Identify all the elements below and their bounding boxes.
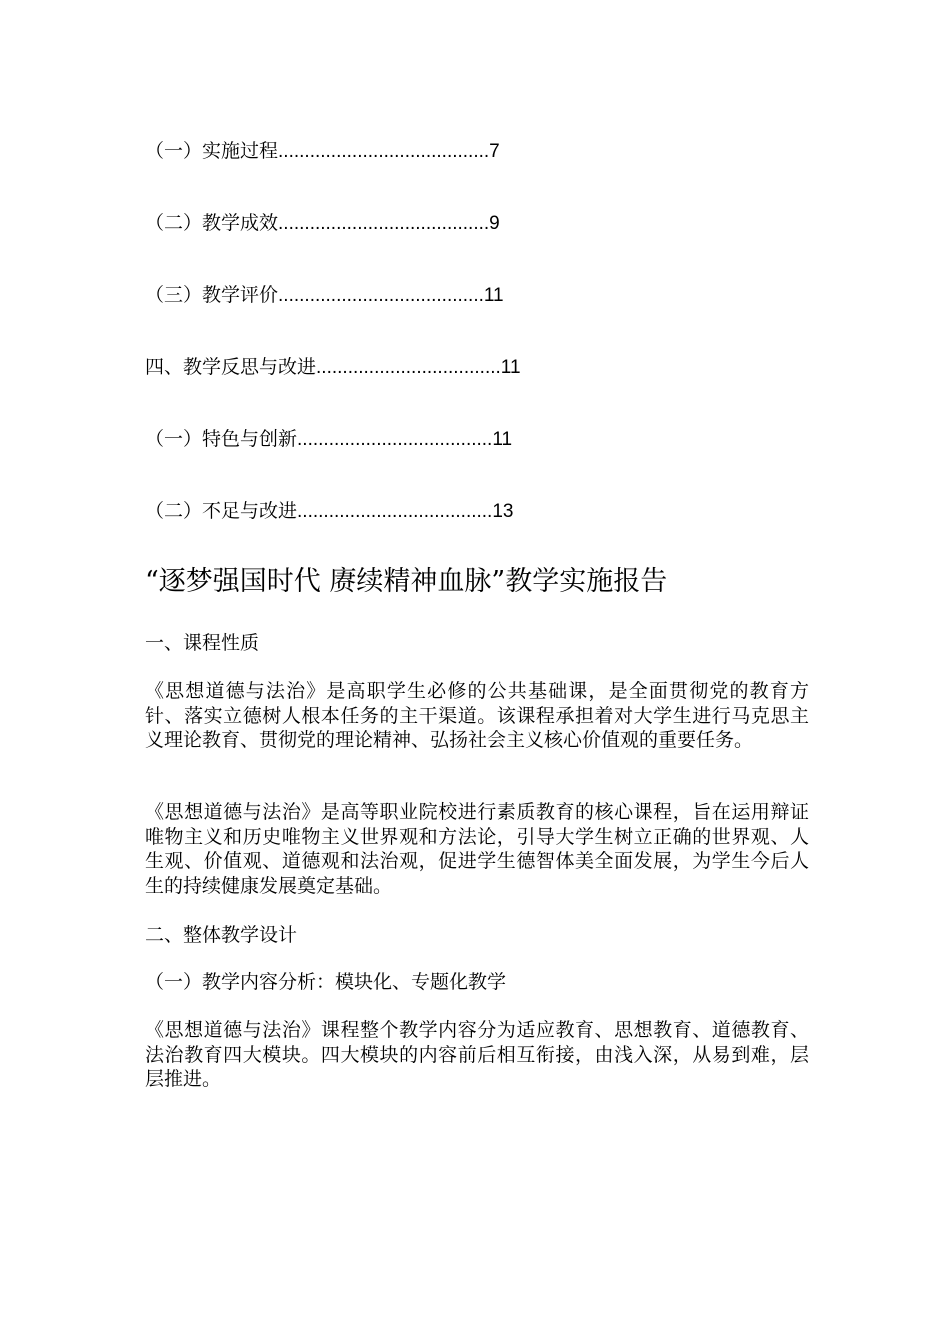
document-title: “逐梦强国时代 赓续精神血脉”教学实施报告 — [145, 566, 668, 597]
toc-leader-dots: ..................................... — [297, 429, 493, 450]
toc-leader-dots: ........................................ — [278, 213, 490, 234]
toc-page-number: 9 — [489, 213, 500, 234]
toc-entry[interactable] — [145, 499, 513, 524]
section-heading: 二、整体教学设计 — [145, 924, 298, 946]
toc-leader-dots: ................................... — [316, 357, 501, 378]
toc-entry-label: 四、教学反思与改进 — [145, 356, 317, 378]
body-paragraph: 《思想道德与法治》是高等职业院校进行素质教育的核心课程，旨在运用辩证唯物主义和历史唯物主义世界观和方法论，引导大学生树立正确的世界观、人生观、价值观、道德观和法治观，促进学生德智体美全面发展，为学生今后人生的持续健康发展奠定基础。 — [145, 801, 809, 897]
toc-entry-label: （二）教学成效 — [145, 212, 279, 234]
toc-entry[interactable] — [145, 355, 521, 380]
toc-entry[interactable] — [145, 427, 512, 452]
toc-entry-label: （三）教学评价 — [145, 284, 279, 306]
toc-leader-dots: ....................................... — [278, 285, 484, 306]
toc-leader-dots: ..................................... — [297, 501, 493, 522]
section-heading: 一、课程性质 — [145, 632, 260, 654]
toc-leader-dots: ........................................ — [278, 141, 490, 162]
toc-entry-label: （一）实施过程 — [145, 140, 279, 162]
toc-entry-label: （二）不足与改进 — [145, 500, 298, 522]
toc-entry[interactable] — [145, 211, 500, 236]
toc-entry[interactable] — [145, 283, 504, 308]
toc-page-number: 7 — [489, 141, 500, 162]
toc-entry[interactable] — [145, 139, 500, 164]
toc-entry-label: （一）特色与创新 — [145, 428, 298, 450]
toc-page-number: 11 — [483, 285, 504, 306]
toc-page-number: 11 — [492, 429, 513, 450]
toc-page-number: 11 — [500, 357, 521, 378]
subsection-heading: （一）教学内容分析：模块化、专题化教学 — [145, 971, 507, 993]
body-paragraph: 《思想道德与法治》课程整个教学内容分为适应教育、思想教育、道德教育、法治教育四大模块。四大模块的内容前后相互衔接，由浅入深，从易到难，层层推进。 — [145, 1019, 809, 1090]
toc-page-number: 13 — [492, 501, 514, 522]
body-paragraph: 《思想道德与法治》是高职学生必修的公共基础课，是全面贯彻党的教育方针、落实立德树人根本任务的主干渠道。该课程承担着对大学生进行马克思主义理论教育、贯彻党的理论精神、弘扬社会主义核心价值观的重要任务。 — [145, 680, 809, 751]
